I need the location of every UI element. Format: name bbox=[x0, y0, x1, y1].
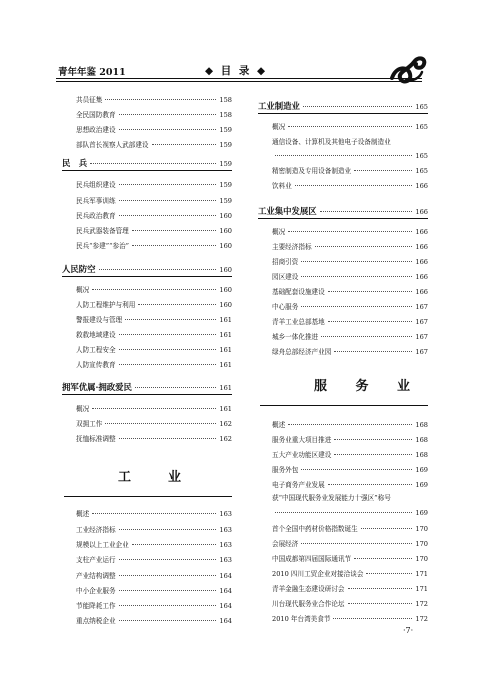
dot-leader bbox=[138, 304, 216, 305]
toc-title: 民兵“参建”“参治” bbox=[76, 242, 130, 250]
toc-entry[interactable] bbox=[76, 126, 232, 134]
dot-leader bbox=[119, 620, 217, 621]
page-ref: 161 bbox=[219, 331, 232, 339]
dot-leader bbox=[119, 438, 217, 439]
toc-entry[interactable] bbox=[76, 405, 232, 413]
page-ref: 163 bbox=[219, 526, 232, 534]
page-ref: 165 bbox=[415, 103, 428, 111]
dot-leader bbox=[301, 469, 412, 470]
dot-leader bbox=[301, 276, 412, 277]
page-ref: 163 bbox=[219, 541, 232, 549]
toc-title: 概况 bbox=[272, 123, 286, 131]
page-ref: 159 bbox=[219, 141, 232, 149]
toc-entry[interactable] bbox=[76, 212, 232, 220]
chapter-heading-rule bbox=[64, 496, 232, 497]
dot-leader bbox=[119, 334, 217, 335]
toc-title: 思想政治建设 bbox=[76, 126, 116, 134]
toc-entry[interactable] bbox=[76, 96, 232, 104]
toc-title: 饮料业 bbox=[272, 182, 292, 190]
page-ref: 172 bbox=[415, 600, 428, 608]
toc-title: 概况 bbox=[272, 228, 286, 236]
toc-title: 民 兵 bbox=[62, 158, 88, 168]
dot-leader bbox=[288, 231, 412, 232]
dot-leader bbox=[295, 185, 413, 186]
toc-entry[interactable] bbox=[272, 481, 428, 489]
toc-title: 五大产业功能区建设 bbox=[272, 451, 332, 459]
dot-leader bbox=[320, 211, 413, 212]
page-ref: 167 bbox=[415, 333, 428, 341]
page-ref: 159 bbox=[219, 197, 232, 205]
page-ref: 170 bbox=[415, 555, 428, 563]
toc-entry[interactable] bbox=[272, 509, 428, 517]
dot-leader bbox=[119, 559, 217, 560]
toc-title: 2010 四川工贸企业对接洽谈会 bbox=[272, 570, 364, 578]
toc-title: 民兵政治教育 bbox=[76, 212, 116, 220]
dot-leader bbox=[119, 529, 217, 530]
page-ref: 165 bbox=[415, 167, 428, 175]
toc-entry[interactable] bbox=[76, 346, 232, 354]
toc-entry[interactable] bbox=[76, 301, 232, 309]
toc-section[interactable] bbox=[258, 100, 428, 112]
page-ref: 160 bbox=[219, 266, 232, 274]
toc-entry[interactable] bbox=[272, 333, 428, 341]
toc-title: 城乡一体化推进 bbox=[272, 333, 319, 341]
dot-leader bbox=[119, 184, 217, 185]
toc-title: 节能降耗工作 bbox=[76, 602, 116, 610]
dot-leader bbox=[119, 129, 217, 130]
toc-title: 工业制造业 bbox=[258, 101, 300, 111]
toc-title: 青羊工业总部基地 bbox=[272, 318, 325, 326]
toc-title: 主要经济指标 bbox=[272, 243, 312, 251]
toc-entry[interactable] bbox=[272, 585, 428, 593]
running-header-left: 青年年鉴 2011 bbox=[58, 67, 126, 78]
toc-title: 获“中国现代服务业发展能力十强区”称号 bbox=[272, 494, 391, 502]
page-ref: 162 bbox=[219, 420, 232, 428]
toc-entry[interactable] bbox=[76, 435, 232, 443]
page-ref: 168 bbox=[415, 436, 428, 444]
toc-title: 人民防空 bbox=[62, 264, 96, 274]
toc-title: 精密制造及专用设备制造业 bbox=[272, 167, 352, 175]
toc-entry[interactable] bbox=[272, 273, 428, 281]
page-ref: 168 bbox=[415, 421, 428, 429]
dot-leader bbox=[366, 573, 412, 574]
toc-entry[interactable] bbox=[76, 181, 232, 189]
toc-title: 中国成都第四届国际通讯节 bbox=[272, 555, 352, 563]
toc-entry[interactable] bbox=[76, 526, 232, 534]
toc-title: 电子商务产业发展 bbox=[272, 481, 325, 489]
toc-entry[interactable] bbox=[272, 228, 428, 236]
toc-title: 支柱产业运行 bbox=[76, 556, 116, 564]
dot-leader bbox=[119, 349, 217, 350]
toc-entry[interactable] bbox=[272, 167, 428, 175]
page-ref: 170 bbox=[415, 540, 428, 548]
page-ref: 172 bbox=[415, 615, 428, 623]
dot-leader bbox=[333, 618, 412, 619]
page-ref: 158 bbox=[219, 111, 232, 119]
toc-title: 人防工程维护与利用 bbox=[76, 301, 136, 309]
header-rule-thin bbox=[56, 81, 422, 82]
dot-leader bbox=[301, 543, 412, 544]
section-rule bbox=[62, 170, 232, 171]
dot-leader bbox=[321, 336, 412, 337]
dot-leader bbox=[348, 603, 413, 604]
toc-entry[interactable] bbox=[76, 141, 232, 149]
dot-leader bbox=[119, 215, 217, 216]
dot-leader bbox=[92, 289, 216, 290]
page-ref: 164 bbox=[219, 587, 232, 595]
toc-entry[interactable] bbox=[272, 600, 428, 608]
page-ref: 161 bbox=[219, 384, 232, 392]
chapter-heading: 服 务 业 bbox=[314, 379, 423, 394]
toc-entry[interactable] bbox=[272, 182, 428, 190]
dot-leader bbox=[119, 200, 217, 201]
page-ref: 160 bbox=[219, 301, 232, 309]
page-ref: 160 bbox=[219, 242, 232, 250]
toc-entry[interactable] bbox=[76, 556, 232, 564]
toc-title: 川台现代服务业合作论坛 bbox=[272, 600, 345, 608]
toc-title: 抚恤标准调整 bbox=[76, 435, 116, 443]
toc-entry[interactable] bbox=[76, 617, 232, 625]
toc-section[interactable] bbox=[62, 157, 232, 169]
toc-title: 首个全国中药材价格指数诞生 bbox=[272, 525, 358, 533]
dot-leader bbox=[301, 261, 412, 262]
page-ref: 161 bbox=[219, 346, 232, 354]
chapter-heading: 工 业 bbox=[118, 470, 194, 485]
page-ref: 160 bbox=[219, 227, 232, 235]
swirl-logo bbox=[388, 52, 428, 86]
page-ref: 159 bbox=[219, 160, 232, 168]
page-ref: 166 bbox=[415, 243, 428, 251]
section-rule bbox=[62, 394, 232, 395]
page-ref: 169 bbox=[415, 481, 428, 489]
toc-title: 拥军优属·拥政爱民 bbox=[62, 382, 132, 392]
toc-title: 双拥工作 bbox=[76, 420, 103, 428]
header-rule bbox=[56, 78, 422, 79]
page-ref: 165 bbox=[415, 123, 428, 131]
dot-leader bbox=[275, 155, 412, 156]
toc-entry[interactable] bbox=[272, 540, 428, 548]
page-ref: 169 bbox=[415, 509, 428, 517]
toc-entry[interactable] bbox=[272, 123, 428, 131]
dot-leader bbox=[328, 484, 413, 485]
toc-title: 重点纳税企业 bbox=[76, 617, 116, 625]
toc-title: 中心服务 bbox=[272, 303, 299, 311]
page-ref: 163 bbox=[219, 510, 232, 518]
toc-title: 服务外包 bbox=[272, 466, 299, 474]
page-ref: 164 bbox=[219, 602, 232, 610]
toc-section[interactable] bbox=[62, 263, 232, 275]
toc-section[interactable] bbox=[258, 205, 428, 217]
page-ref: 159 bbox=[219, 126, 232, 134]
dot-leader bbox=[132, 245, 216, 246]
running-header-title: ◆ 目 录 ◆ bbox=[205, 65, 268, 77]
toc-title: 会展经济 bbox=[272, 540, 299, 548]
toc-title: 警报建设与管理 bbox=[76, 316, 123, 324]
toc-title: 产业结构调整 bbox=[76, 572, 116, 580]
page-ref: 158 bbox=[219, 96, 232, 104]
toc-title: 规模以上工业企业 bbox=[76, 541, 129, 549]
page-ref: 171 bbox=[415, 585, 428, 593]
toc-title: 共员征集 bbox=[76, 96, 103, 104]
toc-entry[interactable] bbox=[272, 243, 428, 251]
page-ref: 159 bbox=[219, 181, 232, 189]
dot-leader bbox=[99, 269, 217, 270]
toc-entry[interactable] bbox=[272, 288, 428, 296]
page-number: ·7· bbox=[403, 626, 414, 635]
page-ref: 167 bbox=[415, 303, 428, 311]
toc-title: 青羊金融生态建设研讨会 bbox=[272, 585, 345, 593]
toc-entry[interactable] bbox=[272, 421, 428, 429]
page-ref: 167 bbox=[415, 348, 428, 356]
dot-leader bbox=[334, 351, 412, 352]
toc-entry[interactable] bbox=[272, 436, 428, 444]
dot-leader bbox=[105, 423, 216, 424]
toc-entry[interactable] bbox=[272, 451, 428, 459]
toc-section[interactable] bbox=[62, 381, 232, 393]
dot-leader bbox=[90, 163, 216, 164]
page-ref: 166 bbox=[415, 182, 428, 190]
toc-title: 救救地域建设 bbox=[76, 331, 116, 339]
toc-entry[interactable] bbox=[272, 615, 428, 623]
toc-entry[interactable] bbox=[76, 242, 232, 250]
dot-leader bbox=[119, 364, 217, 365]
page-ref: 161 bbox=[219, 405, 232, 413]
dot-leader bbox=[92, 513, 216, 514]
page-ref: 169 bbox=[415, 466, 428, 474]
dot-leader bbox=[152, 144, 217, 145]
toc-entry[interactable] bbox=[76, 227, 232, 235]
dot-leader bbox=[119, 590, 217, 591]
dot-leader bbox=[303, 106, 413, 107]
dot-leader bbox=[132, 544, 217, 545]
toc-entry[interactable] bbox=[272, 466, 428, 474]
page-ref: 166 bbox=[415, 228, 428, 236]
dot-leader bbox=[288, 126, 412, 127]
dot-leader bbox=[328, 291, 413, 292]
toc-title: 部队首长视察人武部建设 bbox=[76, 141, 149, 149]
dot-leader bbox=[288, 424, 412, 425]
toc-entry[interactable] bbox=[272, 152, 428, 160]
section-rule bbox=[62, 276, 232, 277]
toc-title: 绿舟总部经济产业园 bbox=[272, 348, 332, 356]
dot-leader bbox=[132, 230, 217, 231]
toc-entry[interactable] bbox=[76, 361, 232, 369]
page-ref: 171 bbox=[415, 570, 428, 578]
toc-title: 基础配套设施建设 bbox=[272, 288, 325, 296]
page-ref: 166 bbox=[415, 288, 428, 296]
dot-leader bbox=[119, 114, 217, 115]
page-ref: 165 bbox=[415, 152, 428, 160]
dot-leader bbox=[275, 512, 412, 513]
toc-entry[interactable] bbox=[272, 348, 428, 356]
toc-title: 全民国防教育 bbox=[76, 111, 116, 119]
toc-title: 民兵武器装备管理 bbox=[76, 227, 129, 235]
page-ref: 166 bbox=[415, 258, 428, 266]
toc-entry[interactable] bbox=[76, 197, 232, 205]
section-rule bbox=[258, 113, 428, 114]
page-ref: 160 bbox=[219, 286, 232, 294]
toc-entry[interactable] bbox=[76, 541, 232, 549]
toc-entry[interactable] bbox=[272, 303, 428, 311]
toc-title: 中小企业服务 bbox=[76, 587, 116, 595]
toc-title: 民兵军事训练 bbox=[76, 197, 116, 205]
toc-title: 概述 bbox=[272, 421, 286, 429]
toc-entry[interactable] bbox=[76, 510, 232, 518]
page-ref: 164 bbox=[219, 617, 232, 625]
dot-leader bbox=[119, 605, 217, 606]
dot-leader bbox=[334, 439, 412, 440]
toc-entry[interactable] bbox=[272, 555, 428, 563]
page-ref: 161 bbox=[219, 361, 232, 369]
page-ref: 168 bbox=[415, 451, 428, 459]
toc-entry[interactable] bbox=[76, 572, 232, 580]
toc-entry[interactable] bbox=[76, 420, 232, 428]
toc-title: 2010 年台湾美食节 bbox=[272, 615, 331, 623]
dot-leader bbox=[315, 246, 413, 247]
toc-entry[interactable] bbox=[76, 602, 232, 610]
dot-leader bbox=[328, 321, 413, 322]
toc-entry[interactable] bbox=[76, 587, 232, 595]
toc-title: 人防宣传教育 bbox=[76, 361, 116, 369]
page-ref: 164 bbox=[219, 572, 232, 580]
dot-leader bbox=[354, 558, 412, 559]
toc-title: 民兵组织建设 bbox=[76, 181, 116, 189]
toc-entry[interactable] bbox=[76, 286, 232, 294]
dot-leader bbox=[92, 408, 216, 409]
toc-entry[interactable] bbox=[272, 318, 428, 326]
toc-entry[interactable] bbox=[76, 316, 232, 324]
toc-entry[interactable] bbox=[272, 494, 428, 502]
toc-title: 通信设备、计算机及其他电子设备制造业 bbox=[272, 138, 391, 146]
dot-leader bbox=[334, 454, 412, 455]
toc-entry[interactable] bbox=[272, 258, 428, 266]
toc-title: 招商引资 bbox=[272, 258, 299, 266]
toc-title: 概况 bbox=[76, 286, 90, 294]
dot-leader bbox=[354, 170, 412, 171]
page-ref: 161 bbox=[219, 316, 232, 324]
toc-title: 概述 bbox=[76, 510, 90, 518]
page-ref: 162 bbox=[219, 435, 232, 443]
toc-entry[interactable] bbox=[76, 331, 232, 339]
page-ref: 166 bbox=[415, 273, 428, 281]
toc-entry[interactable] bbox=[272, 570, 428, 578]
chapter-heading-rule bbox=[260, 405, 428, 406]
page-ref: 160 bbox=[219, 212, 232, 220]
toc-title: 工业经济指标 bbox=[76, 526, 116, 534]
toc-entry[interactable] bbox=[272, 138, 428, 146]
toc-title: 概况 bbox=[76, 405, 90, 413]
section-rule bbox=[258, 218, 428, 219]
dot-leader bbox=[125, 319, 216, 320]
page-ref: 166 bbox=[415, 208, 428, 216]
dot-leader bbox=[361, 528, 413, 529]
dot-leader bbox=[348, 588, 413, 589]
dot-leader bbox=[135, 387, 216, 388]
page-ref: 167 bbox=[415, 318, 428, 326]
toc-title: 人防工程安全 bbox=[76, 346, 116, 354]
dot-leader bbox=[119, 575, 217, 576]
toc-entry[interactable] bbox=[76, 111, 232, 119]
page-ref: 163 bbox=[219, 556, 232, 564]
toc-entry[interactable] bbox=[272, 525, 428, 533]
dot-leader bbox=[301, 306, 412, 307]
toc-title: 工业集中发展区 bbox=[258, 206, 317, 216]
toc-title: 园区建设 bbox=[272, 273, 299, 281]
page-ref: 170 bbox=[415, 525, 428, 533]
dot-leader bbox=[105, 99, 216, 100]
toc-title: 服务业重大项目推进 bbox=[272, 436, 332, 444]
